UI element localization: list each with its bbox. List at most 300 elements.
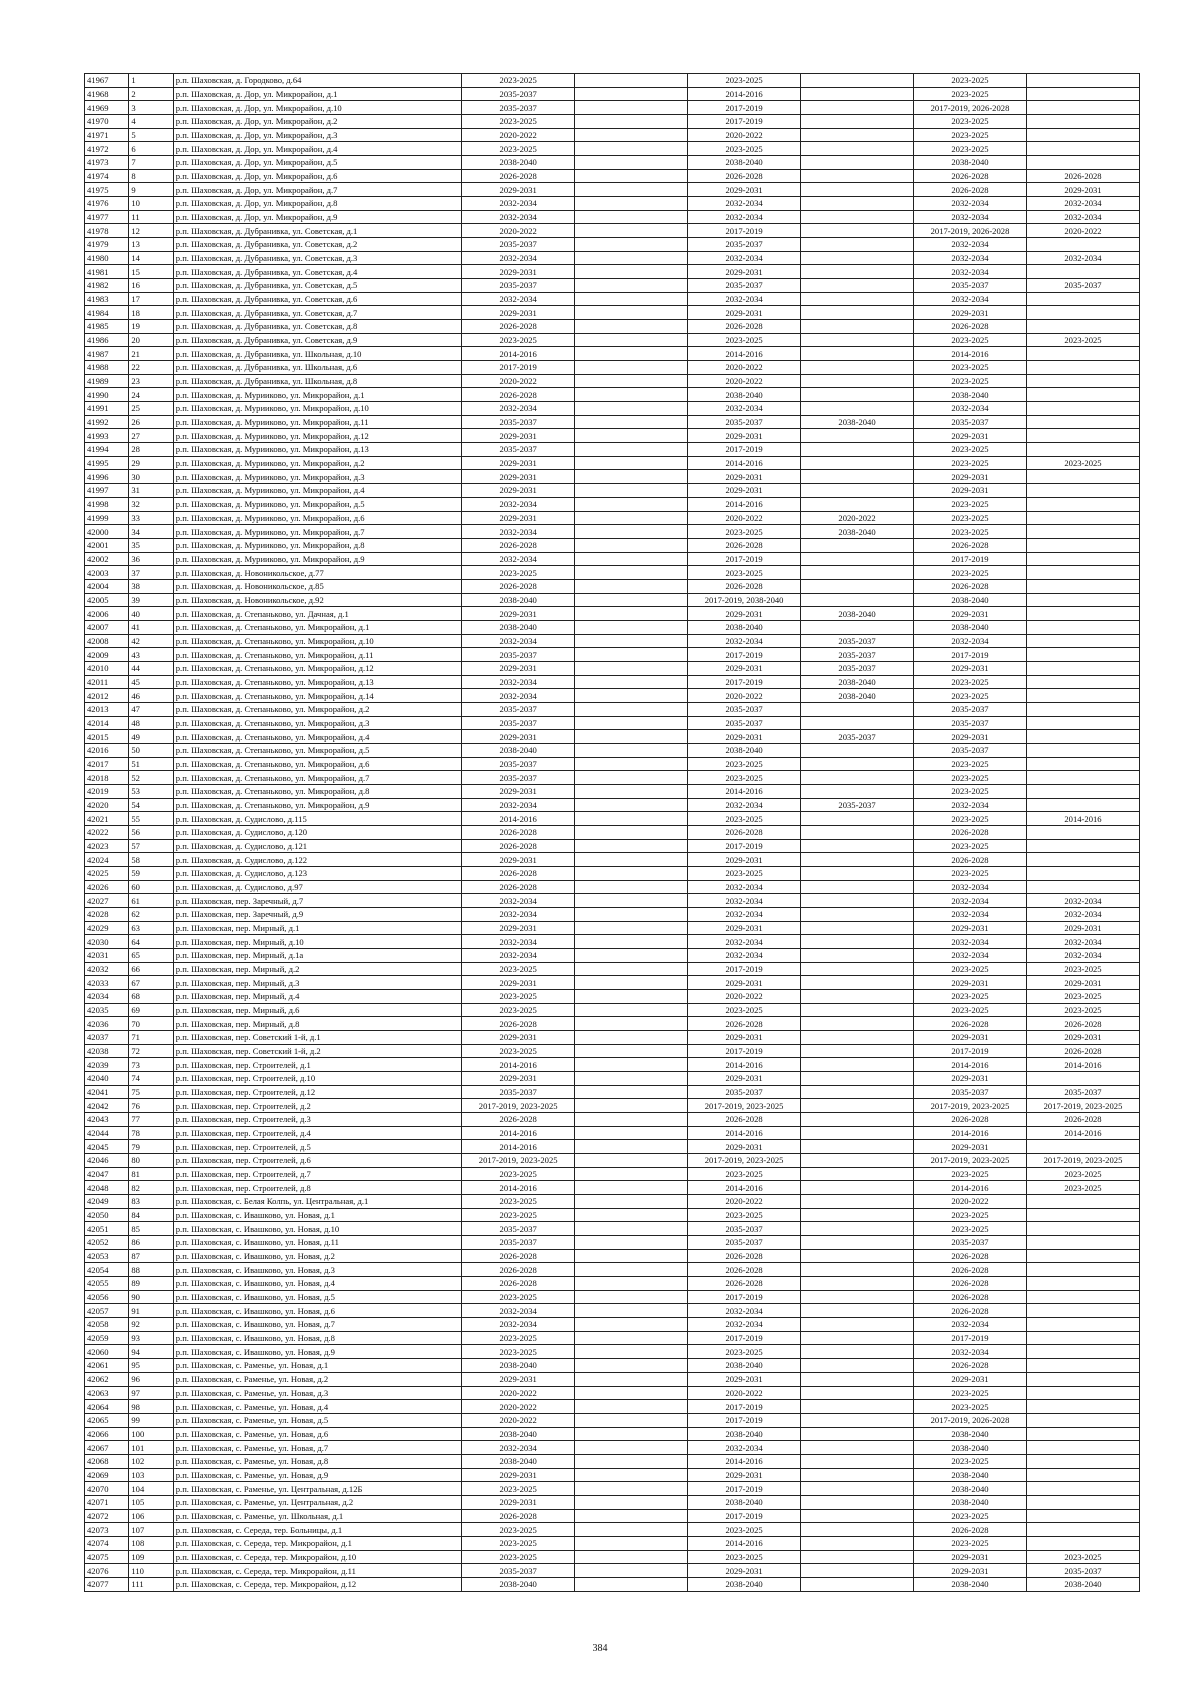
record-id-cell: 42029 xyxy=(85,921,129,935)
address-cell: р.п. Шаховская, пер. Строителей, д.8 xyxy=(173,1181,461,1195)
period-3-cell: 2026-2028 xyxy=(688,1113,801,1127)
record-id-cell: 42057 xyxy=(85,1304,129,1318)
period-5-cell: 2023-2025 xyxy=(914,128,1027,142)
period-5-cell: 2023-2025 xyxy=(914,962,1027,976)
period-4-cell xyxy=(801,1304,914,1318)
record-id-cell: 41974 xyxy=(85,169,129,183)
address-cell: р.п. Шаховская, с. Раменье, ул. Центральная, д.12Б xyxy=(173,1482,461,1496)
period-1-cell: 2026-2028 xyxy=(462,1263,575,1277)
period-5-cell: 2029-2031 xyxy=(914,1140,1027,1154)
address-cell: р.п. Шаховская, с. Середа, тер. Микрорайон, д.11 xyxy=(173,1564,461,1578)
period-3-cell: 2032-2034 xyxy=(688,907,801,921)
period-3-cell: 2023-2025 xyxy=(688,1208,801,1222)
period-2-cell xyxy=(575,1536,688,1550)
period-1-cell: 2035-2037 xyxy=(462,238,575,252)
period-5-cell: 2029-2031 xyxy=(914,429,1027,443)
period-4-cell: 2038-2040 xyxy=(801,415,914,429)
period-4-cell xyxy=(801,1413,914,1427)
period-2-cell xyxy=(575,1126,688,1140)
table-row xyxy=(85,839,1140,853)
row-number-cell: 62 xyxy=(129,907,173,921)
period-2-cell xyxy=(575,1031,688,1045)
address-cell: р.п. Шаховская, д. Степаньково, ул. Микрорайон, д.5 xyxy=(173,743,461,757)
period-2-cell xyxy=(575,1263,688,1277)
period-6-cell: 2032-2034 xyxy=(1026,894,1139,908)
address-cell: р.п. Шаховская, д. Дубранивка, ул. Школьная, д.10 xyxy=(173,347,461,361)
table-row xyxy=(85,197,1140,211)
period-3-cell: 2014-2016 xyxy=(688,784,801,798)
period-6-cell xyxy=(1026,1277,1139,1291)
period-3-cell: 2029-2031 xyxy=(688,607,801,621)
period-6-cell xyxy=(1026,142,1139,156)
row-number-cell: 22 xyxy=(129,361,173,375)
period-5-cell: 2038-2040 xyxy=(914,1427,1027,1441)
period-4-cell xyxy=(801,470,914,484)
period-6-cell: 2014-2016 xyxy=(1026,1126,1139,1140)
period-4-cell xyxy=(801,1113,914,1127)
period-3-cell: 2023-2025 xyxy=(688,74,801,88)
period-1-cell: 2029-2031 xyxy=(462,1031,575,1045)
address-cell: р.п. Шаховская, д. Степаньково, ул. Микрорайон, д.10 xyxy=(173,634,461,648)
row-number-cell: 26 xyxy=(129,415,173,429)
period-3-cell: 2023-2025 xyxy=(688,1523,801,1537)
row-number-cell: 28 xyxy=(129,443,173,457)
row-number-cell: 29 xyxy=(129,456,173,470)
period-3-cell: 2020-2022 xyxy=(688,990,801,1004)
address-cell: р.п. Шаховская, д. Новоникольское, д.85 xyxy=(173,579,461,593)
table-row xyxy=(85,784,1140,798)
period-6-cell: 2023-2025 xyxy=(1026,1167,1139,1181)
table-row xyxy=(85,183,1140,197)
row-number-cell: 47 xyxy=(129,702,173,716)
table-row xyxy=(85,251,1140,265)
address-cell: р.п. Шаховская, с. Раменье, ул. Новая, д.3 xyxy=(173,1386,461,1400)
period-5-cell: 2023-2025 xyxy=(914,866,1027,880)
period-4-cell xyxy=(801,1345,914,1359)
address-cell: р.п. Шаховская, д. Степаньково, ул. Микрорайон, д.12 xyxy=(173,661,461,675)
table-row xyxy=(85,1304,1140,1318)
period-1-cell: 2035-2037 xyxy=(462,1564,575,1578)
period-1-cell: 2014-2016 xyxy=(462,1140,575,1154)
period-2-cell xyxy=(575,935,688,949)
period-6-cell: 2014-2016 xyxy=(1026,1058,1139,1072)
period-6-cell: 2026-2028 xyxy=(1026,169,1139,183)
row-number-cell: 96 xyxy=(129,1372,173,1386)
period-5-cell: 2032-2034 xyxy=(914,935,1027,949)
period-1-cell: 2029-2031 xyxy=(462,429,575,443)
address-cell: р.п. Шаховская, с. Ивашково, ул. Новая, д.1 xyxy=(173,1208,461,1222)
period-2-cell xyxy=(575,1523,688,1537)
period-5-cell: 2026-2028 xyxy=(914,1359,1027,1373)
period-6-cell xyxy=(1026,443,1139,457)
period-2-cell xyxy=(575,648,688,662)
period-4-cell xyxy=(801,1003,914,1017)
period-6-cell xyxy=(1026,1222,1139,1236)
address-cell: р.п. Шаховская, д. Дубранивка, ул. Советская, д.5 xyxy=(173,279,461,293)
period-4-cell xyxy=(801,812,914,826)
period-3-cell: 2026-2028 xyxy=(688,538,801,552)
period-6-cell: 2026-2028 xyxy=(1026,1044,1139,1058)
period-6-cell xyxy=(1026,429,1139,443)
table-row xyxy=(85,757,1140,771)
address-cell: р.п. Шаховская, д. Дор, ул. Микрорайон, д.4 xyxy=(173,142,461,156)
row-number-cell: 54 xyxy=(129,798,173,812)
period-1-cell: 2026-2028 xyxy=(462,866,575,880)
period-2-cell xyxy=(575,1413,688,1427)
period-2-cell xyxy=(575,456,688,470)
period-5-cell: 2026-2028 xyxy=(914,825,1027,839)
period-5-cell: 2023-2025 xyxy=(914,1536,1027,1550)
address-cell: р.п. Шаховская, пер. Мирный, д.6 xyxy=(173,1003,461,1017)
record-id-cell: 41999 xyxy=(85,511,129,525)
address-cell: р.п. Шаховская, д. Судислово, д.120 xyxy=(173,825,461,839)
period-3-cell: 2017-2019 xyxy=(688,1482,801,1496)
period-4-cell xyxy=(801,1072,914,1086)
table-row xyxy=(85,374,1140,388)
table-row xyxy=(85,921,1140,935)
period-2-cell xyxy=(575,1085,688,1099)
period-1-cell: 2035-2037 xyxy=(462,771,575,785)
row-number-cell: 108 xyxy=(129,1536,173,1550)
record-id-cell: 42041 xyxy=(85,1085,129,1099)
row-number-cell: 66 xyxy=(129,962,173,976)
row-number-cell: 84 xyxy=(129,1208,173,1222)
table-row xyxy=(85,538,1140,552)
table-row xyxy=(85,292,1140,306)
period-4-cell xyxy=(801,1222,914,1236)
period-2-cell xyxy=(575,894,688,908)
period-2-cell xyxy=(575,962,688,976)
period-4-cell xyxy=(801,197,914,211)
period-1-cell: 2032-2034 xyxy=(462,1304,575,1318)
table-row xyxy=(85,1099,1140,1113)
period-2-cell xyxy=(575,730,688,744)
period-5-cell: 2023-2025 xyxy=(914,333,1027,347)
row-number-cell: 7 xyxy=(129,156,173,170)
address-cell: р.п. Шаховская, д. Мурииково, ул. Микрорайон, д.6 xyxy=(173,511,461,525)
period-5-cell: 2017-2019, 2023-2025 xyxy=(914,1154,1027,1168)
period-5-cell: 2035-2037 xyxy=(914,716,1027,730)
period-6-cell xyxy=(1026,1413,1139,1427)
period-5-cell: 2038-2040 xyxy=(914,1468,1027,1482)
row-number-cell: 38 xyxy=(129,579,173,593)
period-6-cell: 2029-2031 xyxy=(1026,976,1139,990)
address-cell: р.п. Шаховская, пер. Строителей, д.7 xyxy=(173,1167,461,1181)
period-5-cell: 2032-2034 xyxy=(914,894,1027,908)
record-id-cell: 42046 xyxy=(85,1154,129,1168)
table-row xyxy=(85,1017,1140,1031)
period-6-cell xyxy=(1026,1195,1139,1209)
period-4-cell xyxy=(801,374,914,388)
period-4-cell xyxy=(801,1181,914,1195)
period-4-cell xyxy=(801,702,914,716)
row-number-cell: 107 xyxy=(129,1523,173,1537)
period-2-cell xyxy=(575,1495,688,1509)
row-number-cell: 94 xyxy=(129,1345,173,1359)
period-6-cell xyxy=(1026,388,1139,402)
period-2-cell xyxy=(575,1208,688,1222)
record-id-cell: 42047 xyxy=(85,1167,129,1181)
period-1-cell: 2026-2028 xyxy=(462,538,575,552)
period-2-cell xyxy=(575,1577,688,1591)
period-1-cell: 2026-2028 xyxy=(462,1017,575,1031)
period-4-cell xyxy=(801,1495,914,1509)
period-2-cell xyxy=(575,1277,688,1291)
table-row xyxy=(85,620,1140,634)
period-5-cell: 2023-2025 xyxy=(914,1167,1027,1181)
period-1-cell: 2029-2031 xyxy=(462,976,575,990)
period-2-cell xyxy=(575,156,688,170)
period-4-cell xyxy=(801,771,914,785)
table-row xyxy=(85,169,1140,183)
period-4-cell xyxy=(801,880,914,894)
period-5-cell: 2017-2019 xyxy=(914,1331,1027,1345)
period-1-cell: 2026-2028 xyxy=(462,880,575,894)
period-1-cell: 2029-2031 xyxy=(462,784,575,798)
period-1-cell: 2023-2025 xyxy=(462,566,575,580)
table-row xyxy=(85,812,1140,826)
period-1-cell: 2023-2025 xyxy=(462,962,575,976)
period-6-cell xyxy=(1026,648,1139,662)
address-cell: р.п. Шаховская, с. Середа, тер. Больницы, д.1 xyxy=(173,1523,461,1537)
address-cell: р.п. Шаховская, д. Дор, ул. Микрорайон, д.8 xyxy=(173,197,461,211)
period-2-cell xyxy=(575,976,688,990)
row-number-cell: 19 xyxy=(129,320,173,334)
period-6-cell xyxy=(1026,1454,1139,1468)
period-6-cell xyxy=(1026,839,1139,853)
period-3-cell: 2023-2025 xyxy=(688,757,801,771)
row-number-cell: 88 xyxy=(129,1263,173,1277)
address-cell: р.п. Шаховская, д. Дор, ул. Микрорайон, д.10 xyxy=(173,101,461,115)
period-4-cell xyxy=(801,743,914,757)
period-2-cell xyxy=(575,415,688,429)
period-3-cell: 2017-2019 xyxy=(688,443,801,457)
table-row xyxy=(85,1331,1140,1345)
table-row xyxy=(85,333,1140,347)
period-2-cell xyxy=(575,197,688,211)
table-row xyxy=(85,429,1140,443)
period-2-cell xyxy=(575,812,688,826)
period-6-cell xyxy=(1026,1290,1139,1304)
period-2-cell xyxy=(575,1072,688,1086)
period-6-cell xyxy=(1026,880,1139,894)
period-6-cell xyxy=(1026,87,1139,101)
period-1-cell: 2032-2034 xyxy=(462,552,575,566)
record-id-cell: 42017 xyxy=(85,757,129,771)
table-row xyxy=(85,511,1140,525)
period-2-cell xyxy=(575,169,688,183)
period-6-cell: 2032-2034 xyxy=(1026,251,1139,265)
period-5-cell: 2023-2025 xyxy=(914,757,1027,771)
row-number-cell: 87 xyxy=(129,1249,173,1263)
period-3-cell: 2014-2016 xyxy=(688,347,801,361)
period-6-cell xyxy=(1026,1208,1139,1222)
period-4-cell: 2035-2037 xyxy=(801,798,914,812)
record-id-cell: 42058 xyxy=(85,1318,129,1332)
address-cell: р.п. Шаховская, с. Середа, тер. Микрорайон, д.12 xyxy=(173,1577,461,1591)
address-cell: р.п. Шаховская, пер. Заречный, д.9 xyxy=(173,907,461,921)
period-1-cell: 2020-2022 xyxy=(462,374,575,388)
period-1-cell: 2038-2040 xyxy=(462,1454,575,1468)
period-1-cell: 2032-2034 xyxy=(462,251,575,265)
period-3-cell: 2035-2037 xyxy=(688,1222,801,1236)
period-6-cell: 2023-2025 xyxy=(1026,1003,1139,1017)
period-3-cell: 2032-2034 xyxy=(688,292,801,306)
address-cell: р.п. Шаховская, д. Судислово, д.97 xyxy=(173,880,461,894)
period-6-cell: 2023-2025 xyxy=(1026,333,1139,347)
period-1-cell: 2020-2022 xyxy=(462,1400,575,1414)
period-4-cell xyxy=(801,238,914,252)
period-6-cell xyxy=(1026,238,1139,252)
period-4-cell xyxy=(801,866,914,880)
period-2-cell xyxy=(575,238,688,252)
period-6-cell xyxy=(1026,156,1139,170)
row-number-cell: 32 xyxy=(129,497,173,511)
period-1-cell: 2023-2025 xyxy=(462,1195,575,1209)
period-6-cell: 2035-2037 xyxy=(1026,1085,1139,1099)
address-cell: р.п. Шаховская, пер. Мирный, д.3 xyxy=(173,976,461,990)
period-5-cell: 2029-2031 xyxy=(914,976,1027,990)
period-5-cell: 2023-2025 xyxy=(914,1208,1027,1222)
period-5-cell: 2026-2028 xyxy=(914,1113,1027,1127)
page-number: 384 xyxy=(592,1643,608,1654)
period-5-cell: 2020-2022 xyxy=(914,1195,1027,1209)
row-number-cell: 59 xyxy=(129,866,173,880)
record-id-cell: 42002 xyxy=(85,552,129,566)
period-5-cell: 2014-2016 xyxy=(914,1126,1027,1140)
record-id-cell: 41981 xyxy=(85,265,129,279)
period-2-cell xyxy=(575,1195,688,1209)
row-number-cell: 44 xyxy=(129,661,173,675)
period-4-cell xyxy=(801,251,914,265)
row-number-cell: 105 xyxy=(129,1495,173,1509)
period-5-cell: 2029-2031 xyxy=(914,1372,1027,1386)
period-1-cell: 2038-2040 xyxy=(462,593,575,607)
address-cell: р.п. Шаховская, пер. Советский 1-й, д.1 xyxy=(173,1031,461,1045)
row-number-cell: 92 xyxy=(129,1318,173,1332)
period-1-cell: 2026-2028 xyxy=(462,388,575,402)
period-6-cell xyxy=(1026,593,1139,607)
table-row xyxy=(85,1263,1140,1277)
period-2-cell xyxy=(575,1509,688,1523)
period-4-cell xyxy=(801,1536,914,1550)
period-3-cell: 2035-2037 xyxy=(688,1085,801,1099)
table-row xyxy=(85,497,1140,511)
address-cell: р.п. Шаховская, д. Мурииково, ул. Микрорайон, д.5 xyxy=(173,497,461,511)
row-number-cell: 18 xyxy=(129,306,173,320)
period-1-cell: 2032-2034 xyxy=(462,634,575,648)
record-id-cell: 41980 xyxy=(85,251,129,265)
period-6-cell xyxy=(1026,415,1139,429)
period-2-cell xyxy=(575,661,688,675)
row-number-cell: 55 xyxy=(129,812,173,826)
period-5-cell: 2029-2031 xyxy=(914,730,1027,744)
record-id-cell: 42030 xyxy=(85,935,129,949)
period-6-cell xyxy=(1026,320,1139,334)
period-1-cell: 2023-2025 xyxy=(462,1044,575,1058)
address-cell: р.п. Шаховская, пер. Строителей, д.2 xyxy=(173,1099,461,1113)
table-row xyxy=(85,142,1140,156)
period-5-cell: 2023-2025 xyxy=(914,115,1027,129)
address-cell: р.п. Шаховская, д. Дубранивка, ул. Советская, д.7 xyxy=(173,306,461,320)
period-5-cell: 2017-2019 xyxy=(914,552,1027,566)
period-6-cell xyxy=(1026,1441,1139,1455)
period-5-cell: 2014-2016 xyxy=(914,1058,1027,1072)
period-2-cell xyxy=(575,1140,688,1154)
record-id-cell: 42056 xyxy=(85,1290,129,1304)
row-number-cell: 37 xyxy=(129,566,173,580)
period-2-cell xyxy=(575,866,688,880)
period-5-cell: 2035-2037 xyxy=(914,1236,1027,1250)
record-id-cell: 42039 xyxy=(85,1058,129,1072)
period-5-cell: 2023-2025 xyxy=(914,525,1027,539)
period-2-cell xyxy=(575,675,688,689)
record-id-cell: 42026 xyxy=(85,880,129,894)
row-number-cell: 13 xyxy=(129,238,173,252)
period-3-cell: 2029-2031 xyxy=(688,853,801,867)
period-2-cell xyxy=(575,620,688,634)
record-id-cell: 42045 xyxy=(85,1140,129,1154)
record-id-cell: 42069 xyxy=(85,1468,129,1482)
table-row xyxy=(85,1386,1140,1400)
address-cell: р.п. Шаховская, с. Ивашково, ул. Новая, д.9 xyxy=(173,1345,461,1359)
address-cell: р.п. Шаховская, д. Судислово, д.122 xyxy=(173,853,461,867)
table-row xyxy=(85,156,1140,170)
row-number-cell: 56 xyxy=(129,825,173,839)
period-6-cell: 2029-2031 xyxy=(1026,183,1139,197)
period-5-cell: 2023-2025 xyxy=(914,1454,1027,1468)
period-1-cell: 2029-2031 xyxy=(462,921,575,935)
row-number-cell: 45 xyxy=(129,675,173,689)
record-id-cell: 42070 xyxy=(85,1482,129,1496)
period-2-cell xyxy=(575,1454,688,1468)
record-id-cell: 42068 xyxy=(85,1454,129,1468)
record-id-cell: 42062 xyxy=(85,1372,129,1386)
period-4-cell xyxy=(801,156,914,170)
period-4-cell xyxy=(801,976,914,990)
period-4-cell xyxy=(801,1454,914,1468)
period-5-cell: 2017-2019, 2026-2028 xyxy=(914,224,1027,238)
period-4-cell xyxy=(801,1126,914,1140)
address-cell: р.п. Шаховская, д. Степаньково, ул. Микрорайон, д.3 xyxy=(173,716,461,730)
period-1-cell: 2026-2028 xyxy=(462,1277,575,1291)
row-number-cell: 43 xyxy=(129,648,173,662)
period-4-cell xyxy=(801,279,914,293)
row-number-cell: 95 xyxy=(129,1359,173,1373)
period-2-cell xyxy=(575,798,688,812)
period-3-cell: 2017-2019 xyxy=(688,1413,801,1427)
record-id-cell: 42013 xyxy=(85,702,129,716)
period-4-cell xyxy=(801,320,914,334)
address-cell: р.п. Шаховская, с. Середа, тер. Микрорайон, д.10 xyxy=(173,1550,461,1564)
period-1-cell: 2032-2034 xyxy=(462,497,575,511)
period-3-cell: 2017-2019 xyxy=(688,1509,801,1523)
period-4-cell xyxy=(801,142,914,156)
period-2-cell xyxy=(575,1400,688,1414)
table-row xyxy=(85,128,1140,142)
period-1-cell: 2029-2031 xyxy=(462,1072,575,1086)
period-4-cell xyxy=(801,1509,914,1523)
period-1-cell: 2032-2034 xyxy=(462,689,575,703)
table-row xyxy=(85,525,1140,539)
address-cell: р.п. Шаховская, пер. Мирный, д.10 xyxy=(173,935,461,949)
period-6-cell: 2038-2040 xyxy=(1026,1577,1139,1591)
period-4-cell xyxy=(801,1290,914,1304)
record-id-cell: 41995 xyxy=(85,456,129,470)
period-1-cell: 2035-2037 xyxy=(462,415,575,429)
record-id-cell: 42016 xyxy=(85,743,129,757)
table-row xyxy=(85,1427,1140,1441)
